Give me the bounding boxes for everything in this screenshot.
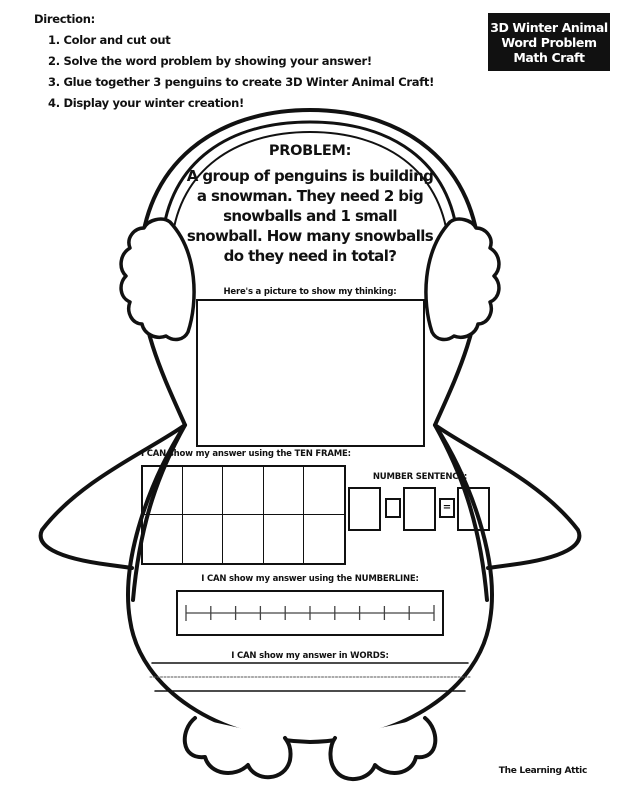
ten-frame-cell[interactable]	[223, 515, 263, 563]
number-sentence-addend-2[interactable]	[403, 487, 436, 531]
direction-step: 3. Glue together 3 penguins to create 3D Winter Animal Craft!	[48, 75, 435, 89]
picture-label: Here's a picture to show my thinking:	[223, 287, 397, 297]
title-line: Math Craft	[513, 49, 585, 65]
directions-title: Direction:	[34, 12, 95, 26]
ten-frame-cell[interactable]	[143, 467, 183, 515]
ten-frame-cell[interactable]	[264, 467, 304, 515]
number-sentence-addend-1[interactable]	[348, 487, 381, 531]
number-sentence-answer[interactable]	[457, 487, 490, 531]
ten-frame-cell[interactable]	[304, 467, 344, 515]
direction-step: 1. Color and cut out	[48, 33, 171, 47]
tenframe-label: I CAN show my answer using the TEN FRAME:	[141, 449, 351, 459]
direction-step: 4. Display your winter creation!	[48, 96, 244, 110]
left-foot-icon	[185, 718, 291, 777]
ten-frame-cell[interactable]	[223, 467, 263, 515]
ten-frame	[141, 465, 346, 565]
ten-frame-cell[interactable]	[183, 467, 223, 515]
right-earmuff-icon	[426, 219, 499, 339]
words-writing-area[interactable]	[160, 664, 460, 690]
numberline-box	[176, 590, 444, 636]
numberline-label: I CAN show my answer using the NUMBERLINE:	[201, 574, 419, 584]
ten-frame-cell[interactable]	[183, 515, 223, 563]
left-earmuff-icon	[121, 219, 194, 339]
equals-sign: =	[439, 498, 455, 518]
problem-title: PROBLEM:	[268, 143, 352, 159]
ten-frame-cell[interactable]	[264, 515, 304, 563]
direction-step: 2. Solve the word problem by showing your answer!	[48, 54, 372, 68]
ten-frame-cell[interactable]	[304, 515, 344, 563]
problem-text: A group of penguins is building a snowman. They need 2 big snowballs and 1 small snowball. How many snowballs do they need in total?	[186, 167, 434, 265]
number-sentence-operator[interactable]	[385, 498, 401, 518]
title-line: Word Problem	[501, 34, 597, 50]
number-sentence-label: NUMBER SENTENCE:	[372, 472, 468, 482]
right-foot-icon	[330, 718, 435, 779]
numberline-icon[interactable]	[178, 592, 442, 634]
picture-drawing-box[interactable]	[196, 299, 425, 447]
ten-frame-cell[interactable]	[143, 515, 183, 563]
title-line: 3D Winter Animal	[490, 19, 608, 35]
words-label: I CAN show my answer in WORDS:	[231, 651, 389, 661]
footer-brand: The Learning Attic	[498, 766, 587, 776]
